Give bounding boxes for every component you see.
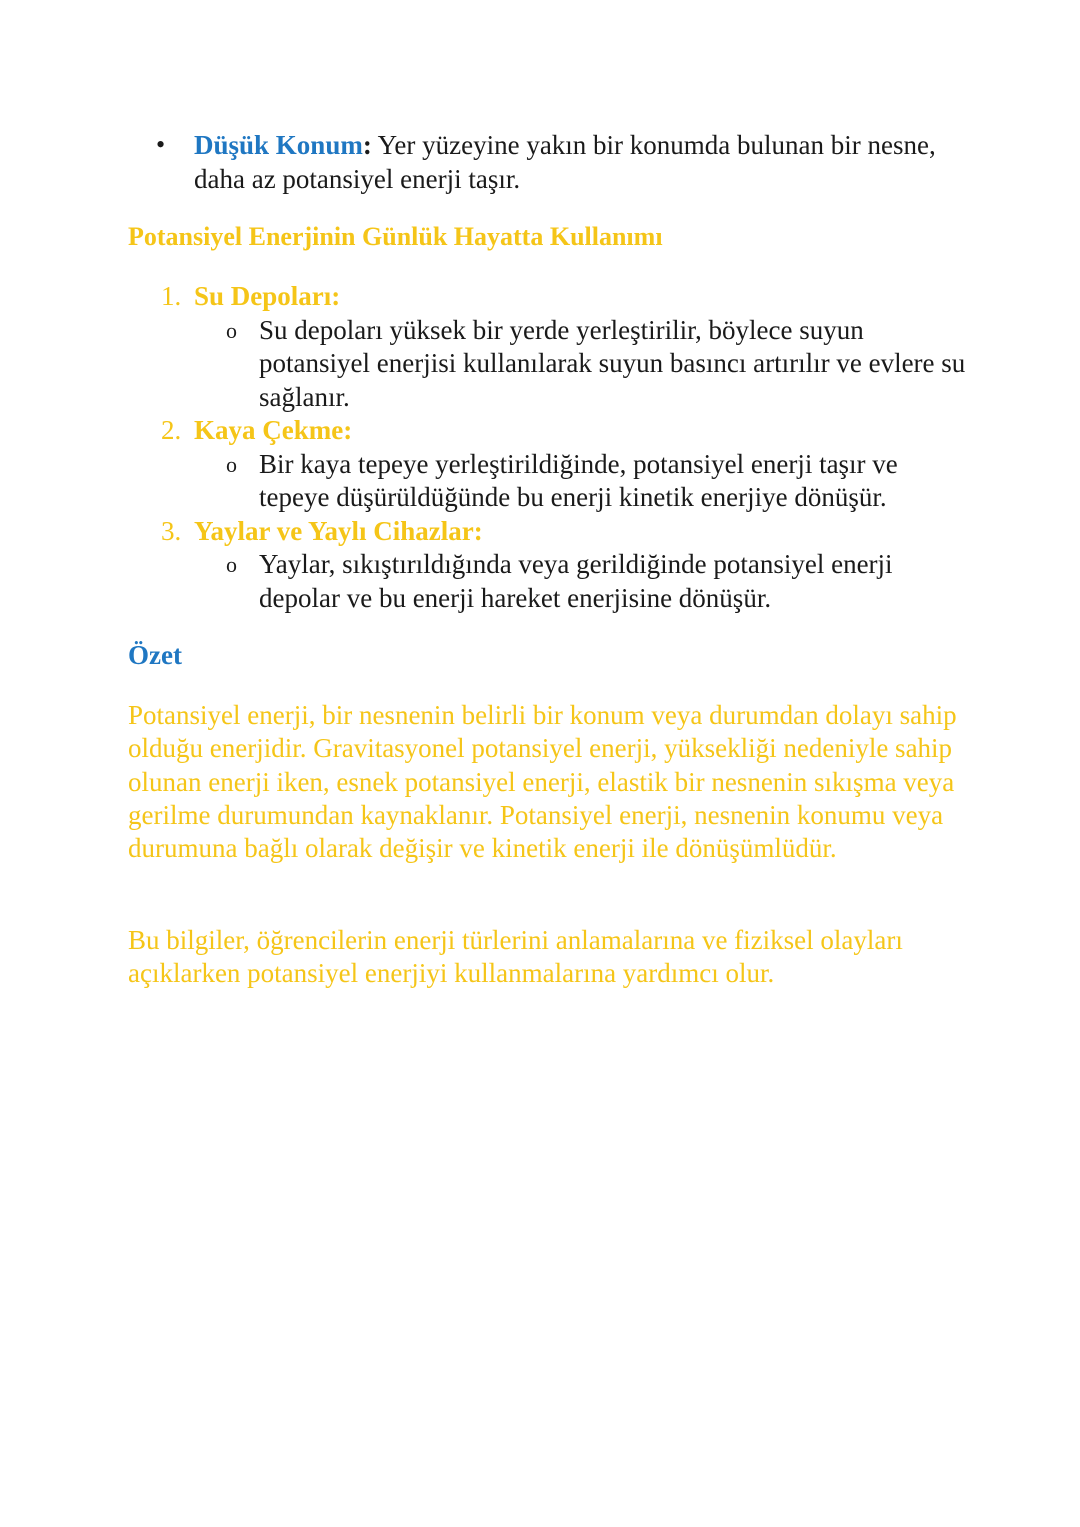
list-item-sub [128,448,968,515]
list-item-title [128,515,968,549]
list-item-sub-text: Bir kaya tepeye yerleştirildiğinde, potansiyel enerji taşır ve tepeye düşürüldüğünde bu enerji kinetik enerjiye dönüşür. [259,448,898,512]
bullet-item-dusuk-konum [128,128,958,196]
list-item-number: 2. [161,415,182,445]
bullet-colon: : [362,130,372,160]
list-item-sub [128,548,968,615]
bullet-term: Düşük Konum [194,130,363,160]
list-item-sub-text: Su depoları yüksek bir yerde yerleştirilir, böylece suyun potansiyel enerjisi kullanılarak suyun basıncı artırılır ve evlere su sağlanır. [259,314,966,412]
list-item-title-text: Su Depoları: [194,281,341,311]
ordered-list [128,280,968,615]
sub-bullet-marker: o [226,552,237,577]
list-item-number: 1. [161,281,182,311]
summary-paragraph-1: Potansiyel enerji, bir nesnenin belirli bir konum veya durumdan dolayı sahip olduğu enerjidir. Gravitasyonel potansiyel enerji, yüksekliği nedeniyle sahip olunan enerji iken, esnek potansiyel enerji, elastik bir nesnenin sıkışma veya gerilme durumundan kaynaklanır. Potansiyel enerji, nesnenin konumu veya durumuna bağlı olarak değişir ve kinetik enerji ile dönüşümlüdür. [128,700,957,864]
bullet-text [194,128,958,196]
list-item-title [128,414,968,448]
bullet-marker: • [156,130,166,159]
summary-heading: Özet [128,640,182,670]
section-heading: Potansiyel Enerjinin Günlük Hayatta Kullanımı [128,222,663,251]
summary-paragraph-2: Bu bilgiler, öğrencilerin enerji türlerini anlamalarına ve fiziksel olayları açıklarken potansiyel enerjiyi kullanmalarına yardımcı olur. [128,925,903,989]
sub-bullet-marker: o [226,451,237,477]
list-item-number: 3. [161,515,182,546]
list-item-sub-text: Yaylar, sıkıştırıldığında veya gerildiğinde potansiyel enerji depolar ve bu enerji hareket enerjisine dönüşür. [259,549,893,613]
bullet-description: Yer yüzeyine yakın bir konumda bulunan bir nesne, daha az potansiyel enerji taşır. [194,130,936,194]
list-item-title-text: Yaylar ve Yaylı Cihazlar: [194,515,483,546]
list-item-title-text: Kaya Çekme: [194,415,353,445]
list-item-sub [128,314,968,415]
sub-bullet-marker: o [226,317,237,343]
list-item-title [128,280,968,314]
